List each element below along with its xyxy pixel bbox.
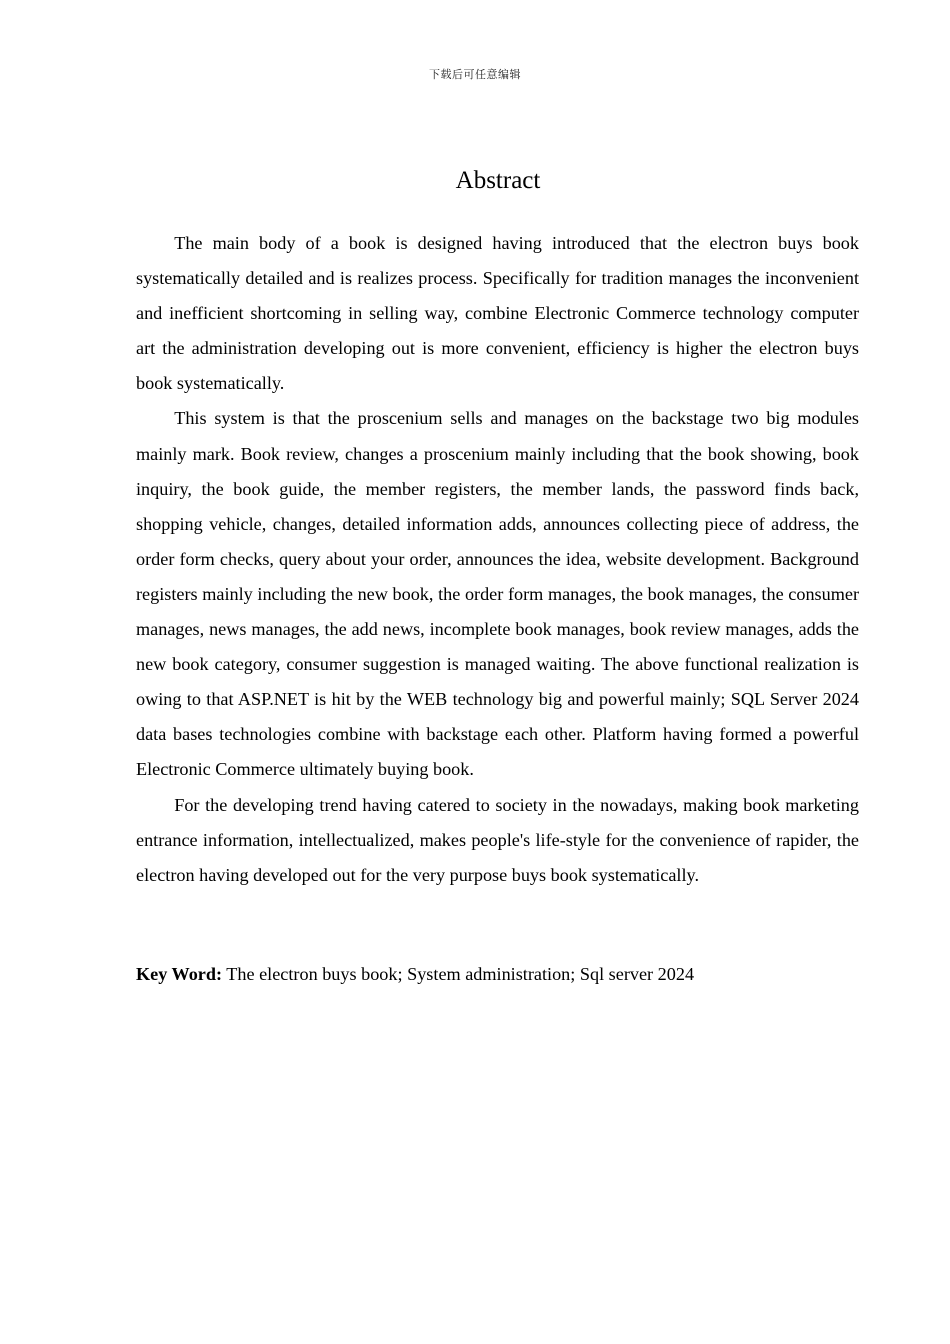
abstract-paragraph-1: The main body of a book is designed having introduced that the electron buys book systematically detailed and is realizes process. Specifically for tradition manages the inconvenient and inefficient shortcoming in selling way, combine Electronic Commerce technology computer art the administration developing out is more convenient, efficiency is higher the electron buys book systematically. [136, 233, 859, 394]
abstract-title: Abstract [455, 167, 541, 194]
keywords-label: Key Word: [136, 964, 223, 984]
page-header-note: 下载后可任意编辑 [429, 68, 521, 81]
abstract-body [136, 226, 859, 893]
keywords-line [136, 958, 859, 990]
keywords-text: The electron buys book; System administration; Sql server 2024 [226, 964, 695, 984]
abstract-paragraph-2: This system is that the proscenium sells and manages on the backstage two big modules mainly mark. Book review, changes a proscenium mainly including that the book showing, book inquiry, the book guide, the member registers, the member lands, the password finds back, shopping vehicle, changes, detailed information adds, announces collecting piece of address, the order form checks, query about your order, announces the idea, website development. Background registers mainly including the new book, the order form manages, the book manages, the consumer manages, news manages, the add news, incomplete book manages, book review manages, adds the new book category, consumer suggestion is managed waiting. The above functional realization is owing to that ASP.NET is hit by the WEB technology big and powerful mainly; SQL Server 2024 data bases technologies combine with backstage each other. Platform having formed a powerful Electronic Commerce ultimately buying book. [136, 408, 859, 780]
abstract-paragraph-3: For the developing trend having catered to society in the nowadays, making book marketing entrance information, intellectualized, makes people's life-style for the convenience of rapider, the electron having developed out for the very purpose buys book systematically. [136, 794, 859, 885]
